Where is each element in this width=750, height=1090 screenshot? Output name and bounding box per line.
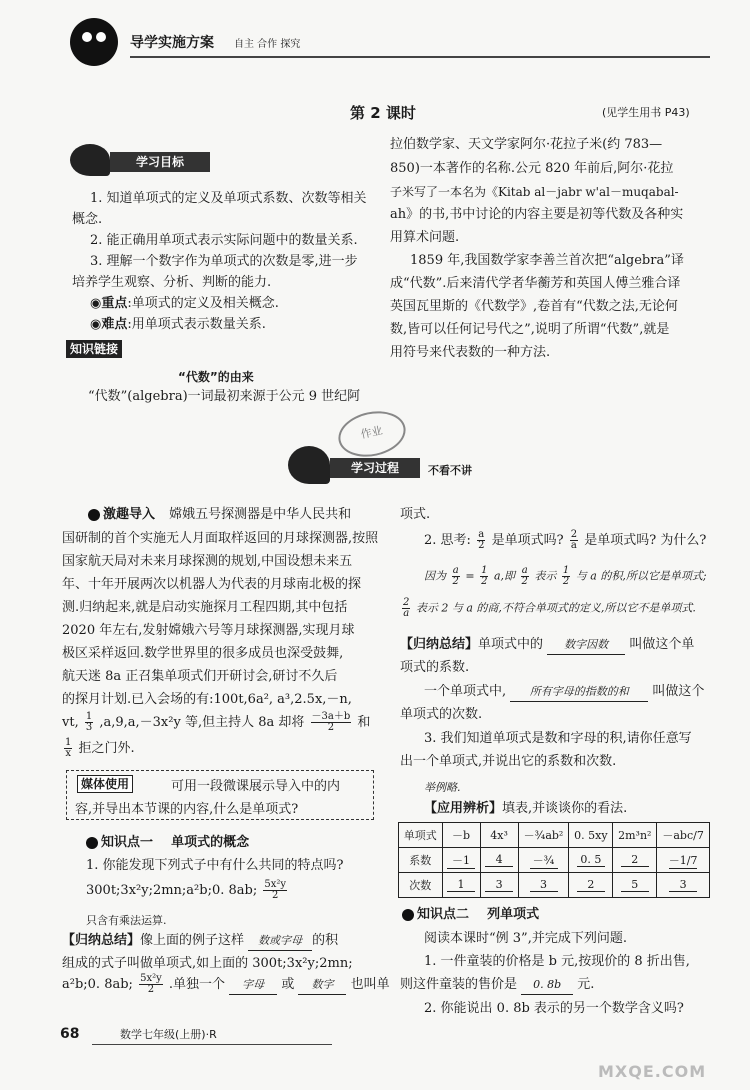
ans-text: 表示 <box>534 569 557 583</box>
intro-text-1: 嫦娥五号探测器是中华人民共和 <box>169 507 352 522</box>
goals-heading <box>70 144 220 178</box>
blank: 0. 8b <box>521 976 573 995</box>
kl-line-5: 用算术问题. <box>390 230 460 245</box>
sum2-text: 一个单项式中, <box>424 684 507 699</box>
goals-item-3: 3. 理解一个数字作为单项式的次数是零,进一步 <box>90 254 358 269</box>
right-cont: 项式. <box>400 507 431 522</box>
process-heading-label: 学习过程 <box>330 458 420 478</box>
fraction: $\frac{2}{a}$ <box>570 529 578 551</box>
kp1-summary-label: 【归纳总结】 <box>62 933 141 948</box>
media-line-2: 容,并导出本节课的内容,什么是单项式? <box>75 802 299 817</box>
footer-rule <box>92 1044 332 1045</box>
intro-l10-b: ,a,9,a,－3x²y 等,但主持人 8a 却将 <box>99 715 305 730</box>
right-q3: 3. 我们知道单项式是数和字母的积,请你任意写 <box>424 731 692 746</box>
table-cell: －b <box>442 823 480 848</box>
intro-line-4: 年、十年开展两次以机器人为代表的月球南北极的探 <box>62 577 362 592</box>
ans-text: a,即 <box>493 569 516 583</box>
header-rule <box>130 56 710 58</box>
table-cell: －1 <box>442 848 480 873</box>
right-sum2-1 <box>400 636 694 655</box>
goals-item-2: 2. 能正确用单项式表示实际问题中的数量关系. <box>90 233 358 248</box>
key-label: 重点 <box>101 296 128 311</box>
kl-line-3: 子米写了一本名为《Kitab al－jabr w'al－muqabal- <box>390 185 679 199</box>
goals-heading-label: 学习目标 <box>110 152 210 172</box>
header-banner <box>70 18 710 80</box>
intro-l11: 拒之门外. <box>78 741 135 756</box>
table-cell: 3 <box>480 873 518 898</box>
table-cell: 5 <box>613 873 657 898</box>
mascot-icon <box>70 18 118 66</box>
sum2-text: 单项式中的 <box>478 637 544 652</box>
kp1-summary-1 <box>62 932 338 951</box>
kp2-label: 知识点二 <box>417 907 470 922</box>
right-sum2-4: 单项式的次数. <box>400 707 483 722</box>
goals-key <box>90 295 279 313</box>
kl-line-8: 英国瓦里斯的《代数学》,卷首有“代数之法,无论何 <box>390 299 678 314</box>
fraction: $\frac{1}{3}$ <box>85 711 93 733</box>
table-cell: 2m³n² <box>613 823 657 848</box>
kp1-summary-text: 或 <box>281 977 295 992</box>
fraction: $\frac{1}{2}$ <box>481 565 488 587</box>
table-cell: 0. 5xy <box>569 823 613 848</box>
table-cell: 3 <box>518 873 569 898</box>
table-row <box>399 823 710 848</box>
right-sum2-2: 项式的系数. <box>400 660 470 675</box>
kp2-line-3 <box>400 976 594 995</box>
blank: 所有字母的指数的和 <box>510 683 648 702</box>
kl-line-9: 数,皆可以任何记号代之”,说明了所谓“代数”,就是 <box>390 322 670 337</box>
ans-text: = <box>465 569 475 583</box>
kp1-summary-text: 像上面的例子这样 <box>140 933 245 948</box>
right-sum2-3 <box>424 683 704 702</box>
kp1-exprs <box>86 880 289 906</box>
diff-label: 难点 <box>101 317 128 332</box>
fraction: $\frac{2}{a}$ <box>403 597 410 619</box>
media-line-1: 可用一段微课展示导入中的内 <box>171 779 341 794</box>
kp1-summary-text: 的积 <box>312 933 339 948</box>
process-note: 不看不讲 <box>428 464 472 477</box>
kp1-answer: 只含有乘法运算. <box>86 914 167 927</box>
table-cell: 次数 <box>399 873 443 898</box>
table-cell: 4 <box>480 848 518 873</box>
intro-line-6: 2020 年左右,发射嫦娥六号等月球探测器,实现月球 <box>62 623 355 638</box>
flame-icon <box>70 144 110 176</box>
table-cell: 4x³ <box>480 823 518 848</box>
right-apply <box>424 800 627 818</box>
table-cell: －1/7 <box>657 848 710 873</box>
lesson-title: 第 2 课时 <box>350 104 416 122</box>
kp2-line-2: 1. 一件童装的价格是 b 元,按现价的 8 折出售, <box>424 954 690 969</box>
q2-text: 2. 思考: <box>424 533 471 548</box>
ans-text: 因为 <box>424 569 446 583</box>
table-cell: 单项式 <box>399 823 443 848</box>
goals-diff <box>90 316 266 334</box>
intro-bullet-icon <box>88 509 100 521</box>
apply-text: 填表,并谈谈你的看法. <box>502 801 628 816</box>
kl-line-6: 1859 年,我国数学家李善兰首次把“algebra”译 <box>410 253 684 268</box>
goals-item-1b: 概念. <box>72 212 103 227</box>
right-q2 <box>424 530 706 556</box>
ans-text: 与 a 的积,所以它是单项式; <box>575 569 707 583</box>
fraction: $\frac{a}{2}$ <box>521 565 528 587</box>
table-cell: 2 <box>569 873 613 898</box>
header-subtitle: 自主 合作 探究 <box>234 39 301 50</box>
sum2-label: 【归纳总结】 <box>400 637 479 652</box>
table-cell: 1 <box>442 873 480 898</box>
sum2-text: 叫做这个单 <box>629 637 695 652</box>
fraction: $\frac{\text{5x²y}}{2}$ <box>264 879 287 901</box>
page-number: 68 <box>60 1026 80 1042</box>
media-box <box>66 770 374 820</box>
kp1-q1: 1. 你能发现下列式子中有什么共同的特点吗? <box>86 858 344 873</box>
key-icon: ◉ <box>90 296 102 311</box>
kp2-text: 元. <box>577 977 595 992</box>
q2-text: 是单项式吗? <box>491 533 564 548</box>
knowledge-link-left: “代数”(algebra)一词最初来源于公元 9 世纪阿 <box>88 389 361 404</box>
header-title: 导学实施方案 <box>130 35 214 51</box>
kl-line-4: ah》的书,书中讨论的内容主要是初等代数及各种实 <box>390 207 684 222</box>
intro-line-1 <box>88 506 351 524</box>
table-cell: 2 <box>613 848 657 873</box>
fraction: $\frac{-3a+b}{2}$ <box>311 711 351 733</box>
kl-line-7: 成“代数”.后来清代学者华蘅芳和英国人傅兰雅合译 <box>390 276 681 291</box>
kp2-heading <box>402 906 539 924</box>
kp1-summary-2: 组成的式子叫做单项式,如上面的 300t;3x²y;2mn; <box>62 956 353 971</box>
intro-l10-a: vt, <box>62 715 79 730</box>
right-ans-1 <box>424 566 707 592</box>
kp2-line-1: 阅读本课时“例 3”,并完成下列问题. <box>424 931 627 946</box>
kp2-text: 则这件童装的售价是 <box>400 977 518 992</box>
kp1-label: 知识点一 <box>101 835 154 850</box>
table-row <box>399 848 710 873</box>
goals-item-3b: 培养学生观察、分析、判断的能力. <box>72 275 272 290</box>
kl-line-2: 850)一本著作的名称.公元 820 年前后,阿尔·花拉 <box>390 161 674 176</box>
q2-text: 是单项式吗? 为什么? <box>584 533 707 548</box>
fraction: $\frac{\text{5x²y}}{2}$ <box>140 973 162 995</box>
intro-line-2: 国研制的首个实施无人月面取样返回的月球探测器,按照 <box>62 531 379 546</box>
knowledge-link-title: “代数”的由来 <box>178 370 254 384</box>
apply-label: 【应用辨析】 <box>424 801 503 816</box>
kp1-expr-list: 300t;3x²y;2mn;a²b;0. 8ab; <box>86 883 258 898</box>
fraction: $\frac{1}{x}$ <box>65 737 72 759</box>
intro-l10-c: 和 <box>357 715 371 730</box>
footer <box>60 1022 360 1052</box>
intro-line-10 <box>62 712 370 736</box>
kl-line-1: 拉伯数学家、天文学家阿尔·花拉子米(约 783— <box>390 137 663 152</box>
kp1-summary-text: .单独一个 <box>168 977 226 992</box>
table-cell: 0. 5 <box>569 848 613 873</box>
intro-line-11 <box>62 738 135 762</box>
intro-line-7: 极区采样返回.数学世界里的很多成员也深受鼓舞, <box>62 646 344 661</box>
table-row <box>399 873 710 898</box>
goals-item-1: 1. 知道单项式的定义及单项式系数、次数等相关 <box>90 191 367 206</box>
kp1-summary-3 <box>62 974 390 1000</box>
blank: 数或字母 <box>248 932 312 951</box>
kp1-title: 单项式的概念 <box>171 835 250 850</box>
process-heading <box>288 442 508 488</box>
kp1-heading <box>86 834 249 852</box>
kp1-summary-text: 也叫单 <box>350 977 390 992</box>
intro-line-9: 的探月计划.已入会场的有:100t,6a², a³,2.5x,－n, <box>62 692 352 707</box>
table-cell: 3 <box>657 873 710 898</box>
knowledge-link-label: 知识链接 <box>66 340 122 358</box>
monomial-table <box>398 822 710 898</box>
book-title: 数学七年级(上册)·R <box>120 1028 217 1041</box>
table-cell: 系数 <box>399 848 443 873</box>
blank: 字母 <box>229 976 277 995</box>
intro-line-3: 国家航天局对未来月球探测的规划,中国设想未来五 <box>62 554 353 569</box>
sum2-text: 叫做这个 <box>652 684 705 699</box>
kp1-summary-text: a²b;0. 8ab; <box>62 977 133 992</box>
right-ans-2 <box>400 598 696 624</box>
lesson-ref: (见学生用书 P43) <box>602 106 690 119</box>
kp2-line-4: 2. 你能说出 0. 8b 表示的另一个数学含义吗? <box>424 1001 684 1016</box>
diff-text: :用单项式表示数量关系. <box>127 317 266 332</box>
fraction: $\frac{a}{2}$ <box>452 565 459 587</box>
table-cell: －¾ <box>518 848 569 873</box>
right-q3b: 出一个单项式,并说出它的系数和次数. <box>400 754 617 769</box>
media-label: 媒体使用 <box>77 775 133 793</box>
fraction: $\frac{1}{2}$ <box>562 565 570 587</box>
table-cell: －abc/7 <box>657 823 710 848</box>
blank: 数字 <box>298 976 346 995</box>
fraction: $\frac{a}{2}$ <box>478 529 485 551</box>
kp2-title: 列单项式 <box>487 907 540 922</box>
key-text: :单项式的定义及相关概念. <box>127 296 279 311</box>
kp2-bullet-icon <box>402 909 414 921</box>
intro-line-5: 测.归纳起来,就是启动实施探月工程四期,其中包括 <box>62 600 348 615</box>
flame-icon <box>288 446 330 484</box>
kl-line-10: 用符号来代表数的一种方法. <box>390 345 551 360</box>
watermark: MXQE.COM <box>598 1062 707 1081</box>
right-q3-ans: 举例略. <box>424 781 461 794</box>
diff-icon: ◉ <box>90 317 102 332</box>
stamp-text: 作业 <box>359 423 384 442</box>
ans-text: 表示 2 与 a 的商,不符合单项式的定义,所以它不是单项式. <box>415 601 696 615</box>
intro-label: 激趣导入 <box>103 507 156 522</box>
intro-line-8: 航天迷 8a 正召集单项式们开研讨会,研讨不久后 <box>62 669 338 684</box>
table-cell: －¾ab² <box>518 823 569 848</box>
blank: 数字因数 <box>547 636 625 655</box>
kp1-bullet-icon <box>86 837 98 849</box>
